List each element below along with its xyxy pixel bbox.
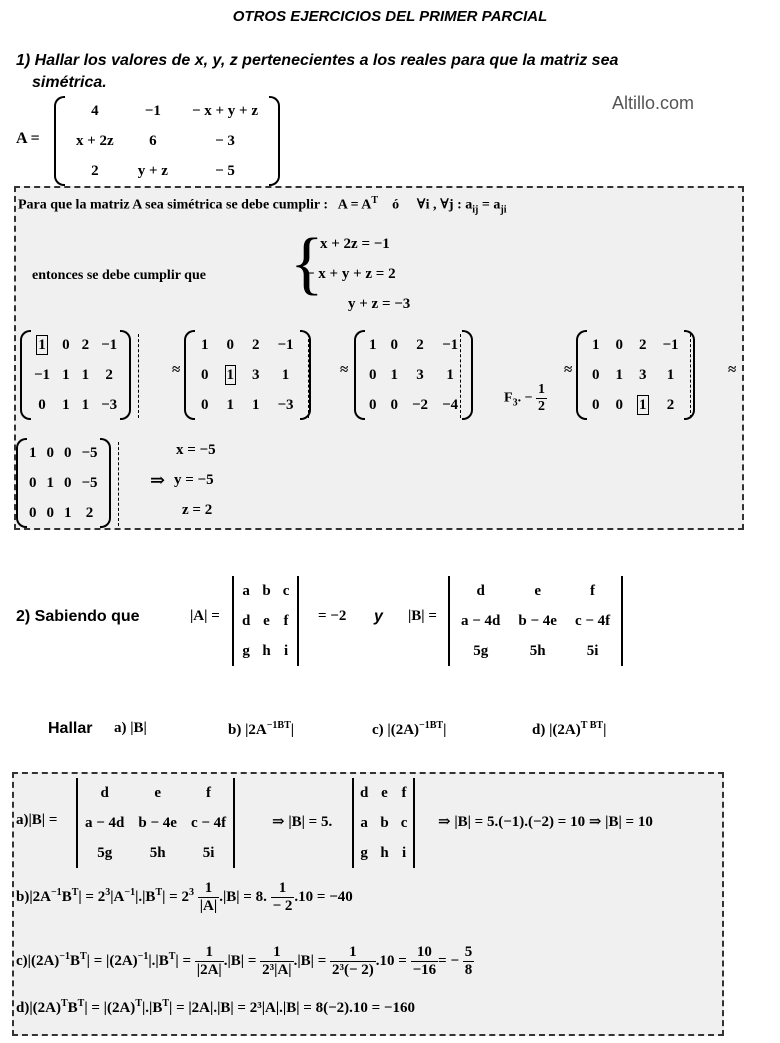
st2-cell: −1 [277, 336, 294, 353]
det-a [232, 576, 299, 666]
solB-cell: f [206, 784, 212, 801]
system-eq-1: x + 2z = −1 [320, 236, 390, 252]
system-eq-3: y + z = −3 [348, 296, 411, 312]
solB-cell: d [100, 784, 109, 801]
st1-cell: 0 [62, 336, 70, 353]
st2-cell: 1 [226, 366, 234, 383]
st3-cell: −4 [442, 396, 459, 413]
matrix-a-label: A = [16, 130, 40, 147]
solB2-cell: d [360, 784, 369, 801]
exercise-1-question-cont: simétrica. [32, 74, 107, 91]
st1-cell: 1 [62, 366, 70, 383]
st2-cell: −3 [277, 396, 294, 413]
detB-cell: f [590, 582, 596, 599]
st5-cell: 0 [64, 474, 72, 491]
solution-y: y = −5 [174, 472, 214, 488]
st1-cell: −1 [101, 336, 118, 353]
gauss-step-5 [18, 438, 109, 528]
st5-cell: 1 [46, 474, 54, 491]
st4-cell: 1 [592, 336, 600, 353]
st2-cell: 0 [201, 366, 209, 383]
part-b: b) $|2A^{-1BT}|$ [228, 720, 295, 738]
matA-cell: −1 [144, 102, 161, 119]
solB2-cell: c [400, 814, 408, 831]
detB-cell: a − 4d [461, 612, 501, 629]
st2-cell: 2 [252, 336, 260, 353]
st1-cell: −1 [34, 366, 51, 383]
matA-cell: y + z [137, 162, 168, 179]
sol-c: $c)|(2A)^{-1}B^T| = |(2A)^{-1}|.|B^T|$ = $\frac{1}{|2A|}$ .|B| = $\frac{1}{\text{2³|A|}}$ .|B| = $\frac{1}{\text{2³(− 2)}}$ .10 = $\frac{10}{-16}$ = − $\frac{5}{8}$ [16, 944, 473, 978]
detA-cell: i [283, 642, 289, 659]
solB-cell: 5h [149, 844, 166, 861]
st3-cell: 0 [390, 336, 398, 353]
approx-2: ≈ [340, 362, 349, 378]
detB-cell: 5i [586, 642, 599, 659]
detA-cell: e [263, 612, 270, 629]
approx-4: ≈ [728, 362, 737, 378]
st3-cell: 1 [369, 336, 377, 353]
detB-cell: 5h [529, 642, 546, 659]
symmetry-condition: Para que la matriz A sea simétrica se debe cumplir : $A = A^T$ ó ∀i , ∀j : $a_{ij} = a_{ji}$ [18, 195, 507, 216]
row-operation: $F_3$. − $\frac{1}{2}$ [504, 382, 546, 414]
st2-cell: 1 [252, 396, 260, 413]
st4-cell: 3 [639, 366, 647, 383]
gauss-step-4 [578, 330, 693, 420]
matA-cell: 6 [149, 132, 157, 149]
st5-cell: 1 [64, 504, 72, 521]
page-title: OTROS EJERCICIOS DEL PRIMER PARCIAL [232, 8, 548, 25]
approx-3: ≈ [564, 362, 573, 378]
st5-cell: 0 [64, 444, 72, 461]
st5-cell: −5 [81, 444, 98, 461]
st3-cell: 2 [416, 336, 424, 353]
st2-cell: 1 [201, 336, 209, 353]
st4-cell: 0 [592, 396, 600, 413]
st4-cell: 1 [639, 396, 647, 413]
part-a: a) |B| [114, 720, 147, 736]
detA-cell: a [242, 582, 250, 599]
st4-cell: −1 [662, 336, 679, 353]
st3-cell: −1 [442, 336, 459, 353]
solB2-cell: e [381, 784, 388, 801]
watermark: Altillo.com [612, 93, 695, 113]
solB-cell: e [154, 784, 161, 801]
detB-cell: e [534, 582, 541, 599]
st3-cell: 3 [416, 366, 424, 383]
st4-cell: 1 [666, 366, 675, 383]
solB-cell: b − 4e [138, 814, 177, 831]
st5-cell: −5 [81, 474, 98, 491]
sol-a-tail: ⇒ |B| = 5.(−1).(−2) = 10 ⇒ |B| = 10 [438, 814, 653, 830]
st1-cell: 1 [62, 396, 70, 413]
gauss-step-1 [22, 330, 129, 420]
matA-cell: − 3 [215, 132, 235, 149]
st5-cell: 2 [85, 504, 94, 521]
det-a-label: |A| = [190, 608, 220, 624]
detA-cell: g [242, 642, 250, 659]
st4-cell: 0 [592, 366, 600, 383]
and-y: y [374, 608, 383, 625]
st2-cell: 1 [281, 366, 290, 383]
solB2-cell: f [401, 784, 407, 801]
st3-cell: 0 [390, 396, 398, 413]
matA-cell: 2 [91, 162, 99, 179]
solB-cell: 5i [202, 844, 215, 861]
st1-cell: 2 [105, 366, 113, 383]
sol-d: $d)|(2A)^TB^T| = |(2A)^T|.|B^T| = |2A|.|B| = 2^3|A|.|B| = 8(-2).10 = -160$ [16, 998, 415, 1016]
approx-1: ≈ [172, 362, 181, 378]
st3-cell: −2 [412, 396, 429, 413]
det-a-value: = −2 [318, 608, 347, 624]
st3-cell: 0 [369, 396, 377, 413]
exercise-1-question: 1) Hallar los valores de x, y, z pertenecientes a los reales para que la matriz sea [16, 52, 619, 69]
st1-cell: 1 [81, 396, 90, 413]
st4-cell: 1 [615, 366, 623, 383]
part-c: c) $|(2A)^{-1BT}|$ [372, 720, 447, 738]
st5-cell: 0 [29, 474, 37, 491]
st5-cell: 1 [29, 444, 37, 461]
st5-cell: 0 [46, 444, 54, 461]
implies-arrow: ⇒ [150, 470, 166, 490]
st1-cell: 1 [81, 366, 90, 383]
sol-a-prefix: a)|B| = [16, 812, 58, 828]
detB-cell: 5g [473, 642, 489, 659]
detA-cell: h [262, 642, 271, 659]
solB-cell: c − 4f [190, 814, 227, 831]
st4-cell: 0 [615, 396, 623, 413]
matrix-a [56, 96, 278, 186]
matA-cell: − x + y + z [191, 102, 258, 119]
sol-b: $b)|2A^{-1}B^T| = 2^3|A^{-1}|.|B^T| = 2^3$ $\frac{1}{|A|}$ .|B| = 8. $\frac{1}{- 2}$ .10 = −40 [16, 880, 353, 914]
solution-z: z = 2 [182, 502, 213, 518]
part-d: d) $|(2A)^{T BT}|$ [532, 720, 607, 738]
solB-cell: a − 4d [85, 814, 125, 831]
detA-cell: d [242, 612, 251, 629]
solB2-cell: h [380, 844, 389, 861]
solB2-cell: a [360, 814, 368, 831]
sol-a-det-b [76, 778, 235, 868]
sol-a-det-2 [352, 778, 415, 868]
gauss-step-3 [356, 330, 471, 420]
sol-a-mid: ⇒ |B| = 5. [272, 814, 333, 830]
det-b [448, 576, 623, 666]
solB2-cell: g [360, 844, 368, 861]
st5-cell: 0 [29, 504, 37, 521]
st1-cell: −3 [101, 396, 118, 413]
st1-cell: 2 [81, 336, 90, 353]
st2-cell: 3 [252, 366, 260, 383]
st4-cell: 2 [639, 336, 647, 353]
detB-cell: c − 4f [574, 612, 611, 629]
st3-cell: 1 [446, 366, 454, 383]
st1-cell: 1 [38, 336, 46, 353]
system-label: entonces se debe cumplir que [32, 268, 206, 283]
solB2-cell: i [401, 844, 407, 861]
detA-cell: b [262, 582, 271, 599]
gauss-step-2 [186, 330, 309, 420]
detB-cell: b − 4e [518, 612, 557, 629]
detA-cell: c [282, 582, 290, 599]
st3-cell: 0 [369, 366, 377, 383]
det-b-label: |B| = [408, 608, 437, 624]
st2-cell: 1 [226, 396, 234, 413]
exercise-2-label: 2) Sabiendo que [16, 608, 140, 625]
system-brace: { [290, 225, 324, 302]
matA-cell: x + 2z [76, 132, 114, 149]
st2-cell: 0 [226, 336, 234, 353]
st2-cell: 0 [201, 396, 209, 413]
st3-cell: 1 [390, 366, 398, 383]
hallar-label: Hallar [48, 720, 93, 737]
st1-cell: 0 [38, 396, 46, 413]
matA-cell: 4 [91, 102, 99, 119]
matA-cell: − 5 [215, 162, 235, 179]
st5-cell: 0 [46, 504, 54, 521]
st4-cell: 0 [615, 336, 623, 353]
st4-cell: 2 [666, 396, 675, 413]
detB-cell: d [476, 582, 485, 599]
solution-x: x = −5 [176, 442, 216, 458]
solB2-cell: b [380, 814, 389, 831]
solB-cell: 5g [97, 844, 113, 861]
system-eq-2: − x + y + z = 2 [306, 266, 396, 282]
detA-cell: f [283, 612, 289, 629]
